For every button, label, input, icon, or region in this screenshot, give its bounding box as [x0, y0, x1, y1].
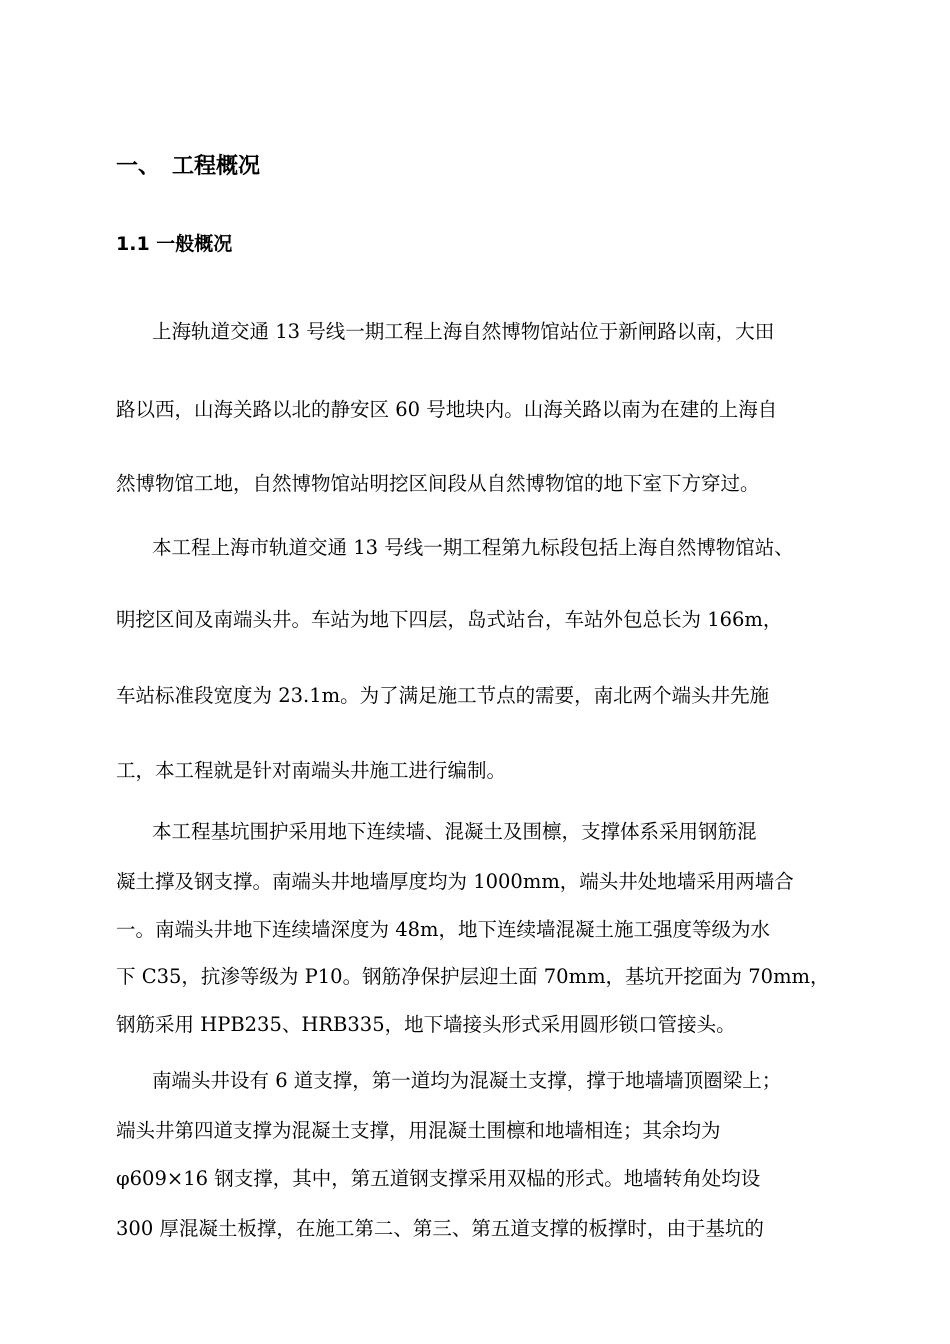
paragraph-2-line-3: 车站标准段宽度为 23.1m。为了满足施工节点的需要，南北两个端头井先施 — [116, 684, 770, 707]
paragraph-4-line-1: 南端头井设有 6 道支撑，第一道均为混凝土支撑，撑于地墙墙顶圈梁上； — [152, 1069, 782, 1092]
paragraph-3-line-2: 凝土撑及钢支撑。南端头井地墙厚度均为 1000mm，端头井处地墙采用两墙合 — [116, 870, 794, 893]
paragraph-2-line-2: 明挖区间及南端头井。车站为地下四层，岛式站台，车站外包总长为 166m， — [116, 608, 783, 631]
paragraph-1-line-2: 路以西，山海关路以北的静安区 60 号地块内。山海关路以南为在建的上海自 — [116, 398, 778, 421]
paragraph-2-line-4: 工，本工程就是针对南端头井施工进行编制。 — [116, 759, 507, 782]
subsection-heading: 1.1 一般概况 — [116, 233, 233, 255]
paragraph-1-line-3: 然博物馆工地，自然博物馆站明挖区间段从自然博物馆的地下室下方穿过。 — [116, 472, 760, 495]
section-number: 一、 — [116, 154, 161, 179]
paragraph-3-line-5: 钢筋采用 HPB235、HRB335，地下墙接头形式采用圆形锁口管接头。 — [116, 1013, 736, 1036]
section-heading — [116, 152, 260, 182]
section-title: 工程概况 — [172, 154, 261, 179]
paragraph-2-line-1: 本工程上海市轨道交通 13 号线一期工程第九标段包括上海自然博物馆站、 — [152, 536, 794, 559]
paragraph-3-line-4: 下 C35，抗渗等级为 P10。钢筋净保护层迎土面 70mm，基坑开挖面为 70mm， — [116, 965, 830, 988]
paragraph-1-line-1: 上海轨道交通 13 号线一期工程上海自然博物馆站位于新闸路以南，大田 — [152, 320, 775, 343]
paragraph-4-line-4: 300 厚混凝土板撑，在施工第二、第三、第五道支撑的板撑时，由于基坑的 — [116, 1217, 764, 1240]
paragraph-4-line-2: 端头井第四道支撑为混凝土支撑，用混凝土围檩和地墙相连；其余均为 — [116, 1119, 721, 1142]
paragraph-4-line-3: φ609×16 钢支撑，其中，第五道钢支撑采用双榀的形式。地墙转角处均设 — [116, 1167, 761, 1190]
paragraph-3-line-1: 本工程基坑围护采用地下连续墙、混凝土及围檩，支撑体系采用钢筋混 — [152, 820, 757, 843]
paragraph-3-line-3: 一。南端头井地下连续墙深度为 48m，地下连续墙混凝土施工强度等级为水 — [116, 918, 771, 941]
